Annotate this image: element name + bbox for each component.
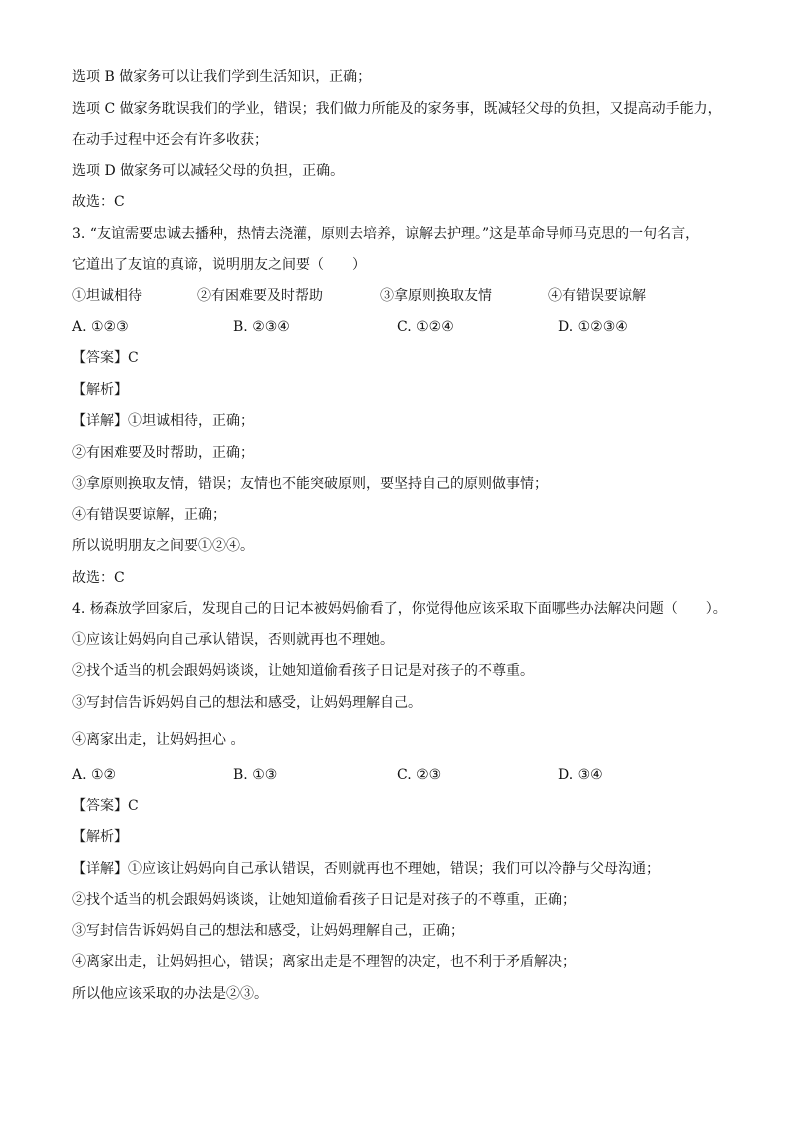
q4-stem: 4. 杨森放学回家后，发现自己的日记本被妈妈偷看了，你觉得他应该采取下面哪些办法解决问题（ ）。 (72, 601, 727, 617)
q3-choice-c: C. ①②④ (397, 319, 454, 335)
q4-choice-d: D. ③④ (558, 767, 603, 783)
q2-option-b-line: 选项 B 做家务可以让我们学到生活知识，正确； (72, 69, 372, 85)
q3-choice-a: A. ①②③ (72, 319, 129, 335)
q3-stem-line1: 3. “友谊需要忠诚去播种，热情去浇灌，原则去培养，谅解去护理。”这是革命导师马克思的一句名言， (72, 226, 700, 242)
q4-analysis-line1: 【详解】①应该让妈妈向自己承认错误，否则就再也不理她，错误；我们可以冷静与父母沟通； (72, 861, 660, 877)
q4-analysis-line3: ③写封信告诉妈妈自己的想法和感受，让妈妈理解自己，正确； (72, 923, 464, 939)
q3-statement-2: ②有困难要及时帮助 (197, 288, 323, 304)
q4-analysis-line2: ②找个适当的机会跟妈妈谈谈，让她知道偷看孩子日记是对孩子的不尊重，正确； (72, 892, 576, 908)
q4-choice-c: C. ②③ (397, 767, 442, 783)
q3-choice-d: D. ①②③④ (558, 319, 628, 335)
q3-answer: 【答案】C (72, 350, 139, 366)
q4-choice-b: B. ①③ (233, 767, 278, 783)
q2-option-d-line: 选项 D 做家务可以减轻父母的负担，正确。 (72, 163, 345, 179)
q2-option-c-line: 选项 C 做家务耽误我们的学业，错误；我们做力所能及的家务事，既减轻父母的负担，又提高动手能力， (72, 101, 722, 117)
q3-analysis-line2: ②有困难要及时帮助，正确； (72, 445, 254, 461)
q3-stem-line2: 它道出了友谊的真谛，说明朋友之间要（ ） (72, 257, 366, 273)
q3-final-answer: 故选：C (72, 570, 125, 586)
q3-statement-4: ④有错误要谅解 (548, 288, 646, 304)
q2-option-c-continued: 在动手过程中还会有许多收获； (72, 132, 268, 148)
q3-statement-1: ①坦诚相待 (72, 288, 142, 304)
q3-analysis-line5: 所以说明朋友之间要①②④。 (72, 538, 254, 554)
q4-analysis-label: 【解析】 (72, 829, 128, 845)
q4-analysis-line5: 所以他应该采取的办法是②③。 (72, 986, 268, 1002)
q4-statement-3: ③写封信告诉妈妈自己的想法和感受，让妈妈理解自己。 (72, 695, 422, 711)
q4-statement-1: ①应该让妈妈向自己承认错误，否则就再也不理她。 (72, 632, 394, 648)
q3-analysis-line4: ④有错误要谅解，正确； (72, 507, 226, 523)
q3-analysis-line3: ③拿原则换取友情，错误；友情也不能突破原则，要坚持自己的原则做事情； (72, 476, 548, 492)
q4-answer: 【答案】C (72, 798, 139, 814)
q4-statement-2: ②找个适当的机会跟妈妈谈谈，让她知道偷看孩子日记是对孩子的不尊重。 (72, 663, 534, 679)
q3-statement-3: ③拿原则换取友情 (380, 288, 492, 304)
q4-analysis-line4: ④离家出走，让妈妈担心，错误；离家出走是不理智的决定，也不利于矛盾解决； (72, 954, 576, 970)
q3-choice-b: B. ②③④ (233, 319, 290, 335)
q4-choice-a: A. ①② (72, 767, 117, 783)
q3-analysis-line1: 【详解】①坦诚相待，正确； (72, 413, 254, 429)
q4-statement-4: ④离家出走，让妈妈担心 。 (72, 732, 245, 748)
q2-final-answer: 故选：C (72, 194, 125, 210)
q3-analysis-label: 【解析】 (72, 382, 128, 398)
